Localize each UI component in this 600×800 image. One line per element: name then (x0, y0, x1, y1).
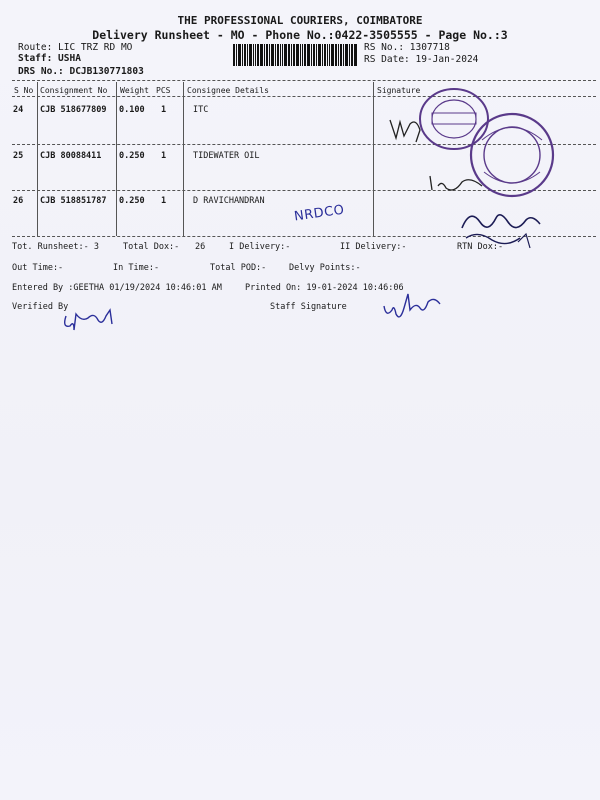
signature-row-25 (426, 172, 496, 196)
table-top-rule (12, 80, 596, 81)
total-pod: Total POD:- (210, 263, 267, 273)
col-header-signature: Signature (377, 86, 421, 95)
row-25-pcs: 1 (161, 151, 167, 161)
staff-handwritten-signature (380, 288, 452, 328)
route-label: Route: LIC TRZ RD MO (18, 42, 133, 53)
entered-by: Entered By :GEETHA 01/19/2024 10:46:01 AM (12, 283, 222, 293)
col-header-consignment: Consignment No (40, 86, 108, 95)
total-runsheet: Tot. Runsheet:- 3 (12, 242, 99, 252)
barcode-graphic (233, 44, 357, 66)
second-delivery: II Delivery:- (340, 242, 407, 252)
delivery-points: Delvy Points:- (289, 263, 361, 273)
in-time: In Time:- (113, 263, 160, 273)
col-header-pcs: PCS (156, 86, 171, 95)
col-header-weight: Weight (120, 86, 149, 95)
row-24-weight: 0.100 (119, 105, 145, 115)
staff-signature-label: Staff Signature (270, 302, 347, 312)
total-dox-label: Total Dox:- (123, 242, 180, 252)
row-26-weight: 0.250 (119, 196, 145, 206)
row-24-consignment: CJB 518677809 (40, 105, 107, 115)
table-header-rule (12, 96, 596, 97)
rs-date: RS Date: 19-Jan-2024 (364, 54, 479, 65)
runsheet-subtitle: Delivery Runsheet - MO - Phone No.:0422-3505555 - Page No.:3 (92, 28, 508, 42)
out-time: Out Time:- (12, 263, 64, 273)
row-25-consignment: CJB 80088411 (40, 151, 102, 161)
row-26-consignee: D RAVICHANDRAN (193, 196, 265, 206)
first-delivery: I Delivery:- (229, 242, 291, 252)
verified-by: Verified By (12, 302, 69, 312)
rtn-dox: RTN Dox:- (457, 242, 504, 252)
col-divider-2 (116, 82, 117, 236)
row-25-sno: 25 (13, 151, 24, 161)
row-26-pcs: 1 (161, 196, 167, 206)
total-dox-value: 26 (195, 242, 206, 252)
rs-number: RS No.: 1307718 (364, 42, 450, 53)
verifier-signature (60, 306, 124, 336)
company-title: THE PROFESSIONAL COURIERS, COIMBATORE (177, 14, 423, 27)
row-24-consignee: ITC (193, 105, 209, 115)
col-header-sno: S No (14, 86, 34, 95)
printed-on: Printed On: 19-01-2024 10:46:06 (245, 283, 404, 293)
col-divider-1 (37, 82, 38, 236)
staff-label: Staff: USHA (18, 53, 81, 64)
row-26-consignment: CJB 518851787 (40, 196, 107, 206)
row-25-consignee: TIDEWATER OIL (193, 151, 260, 161)
handwritten-note: NRDCO (293, 202, 346, 225)
row-24-pcs: 1 (161, 105, 167, 115)
row-25-weight: 0.250 (119, 151, 145, 161)
row-24-sno: 24 (13, 105, 24, 115)
row-26-sno: 26 (13, 196, 24, 206)
col-divider-4 (373, 82, 374, 236)
signature-row-24 (386, 112, 426, 148)
col-divider-3 (183, 82, 184, 236)
col-header-consignee: Consignee Details (187, 86, 269, 95)
drs-number: DRS No.: DCJB130771803 (18, 66, 144, 77)
